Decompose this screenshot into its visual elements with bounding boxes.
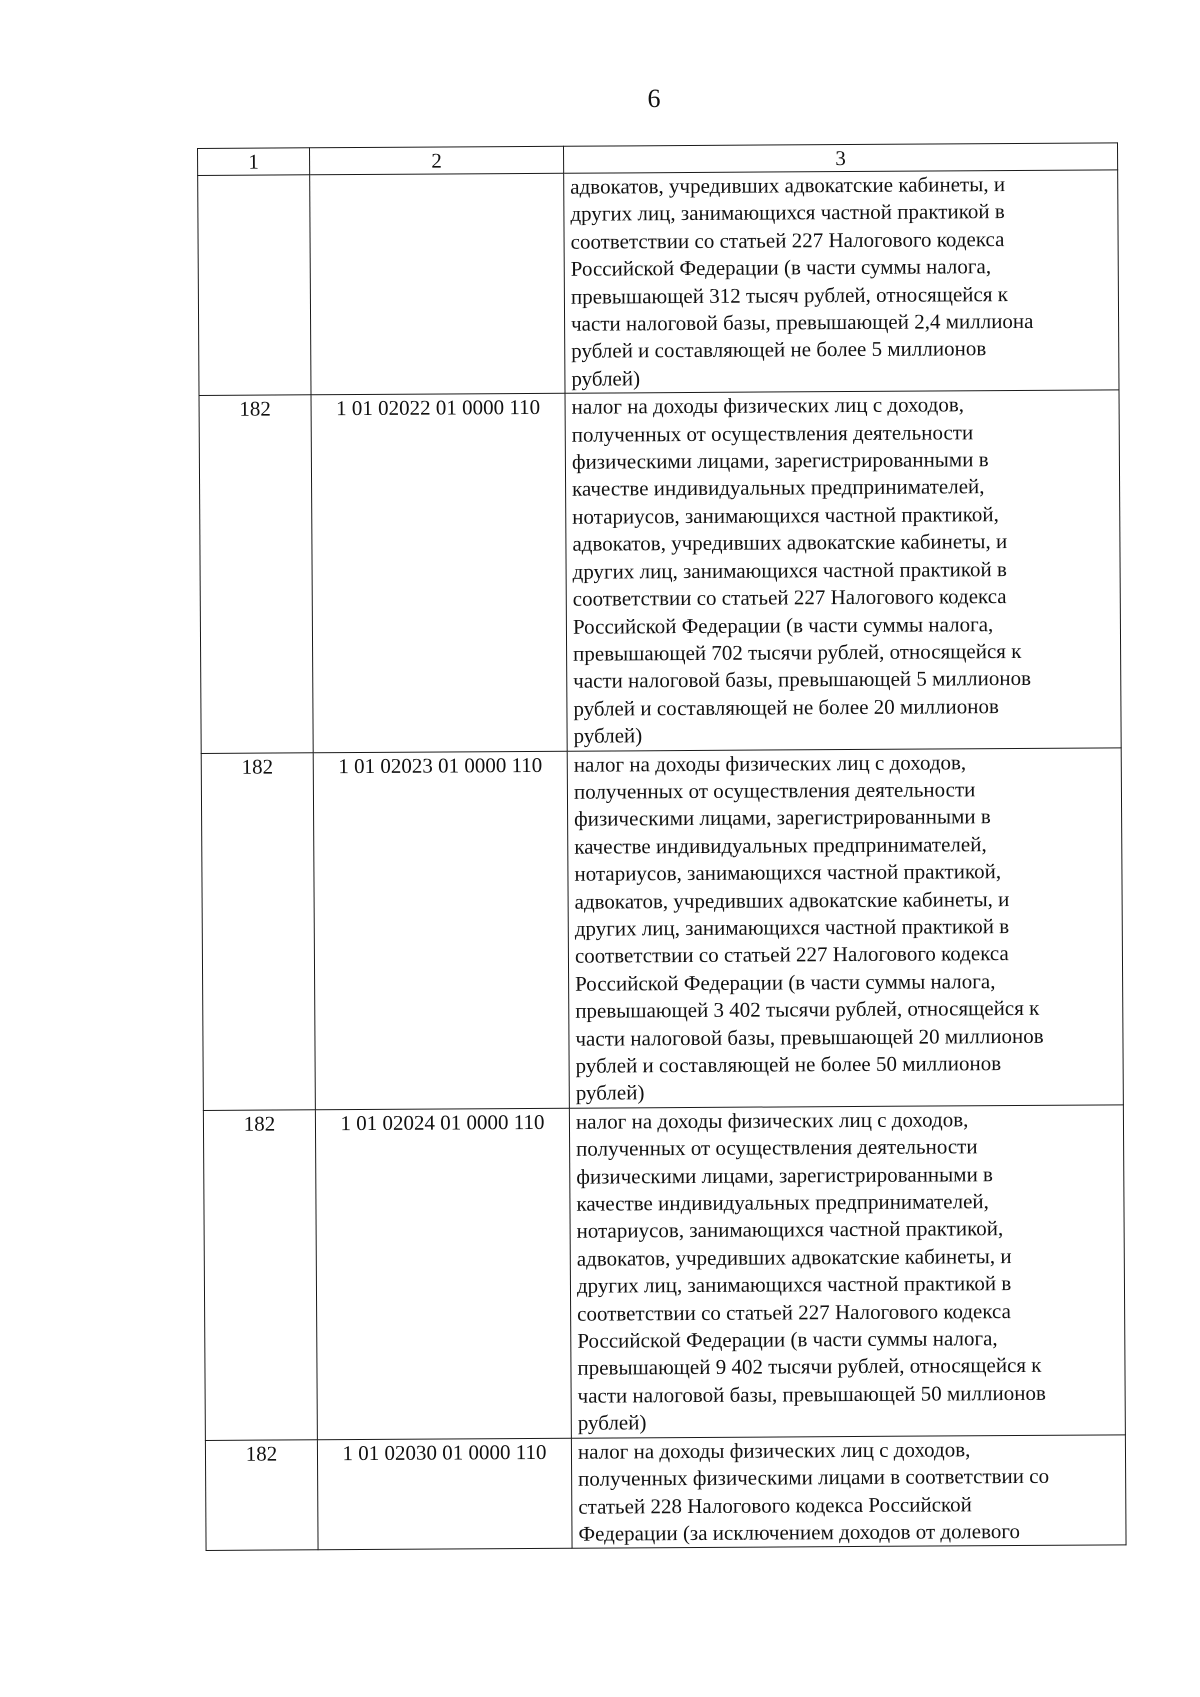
description-line: превышающей 9 402 тысячи рублей, относящейся к [577, 1353, 1042, 1381]
description-line: адвокатов, учредивших адвокатские кабинеты, и [570, 172, 1006, 199]
description-line: полученных от осуществления деятельности [571, 419, 974, 447]
description-line: других лиц, занимающихся частной практикой в [570, 199, 1005, 227]
table-row [201, 747, 1123, 1110]
description-line: соответствии со статьей 227 Налогового кодекса [570, 226, 1005, 254]
description-line: Российской Федерации (в части суммы налога, [570, 254, 992, 281]
table-row [199, 390, 1121, 753]
description-line: полученных физическими лицами в соответствии со [578, 1463, 1050, 1491]
description-line: адвокатов, учредивших адвокатские кабинеты, и [574, 886, 1010, 914]
description-line: качестве индивидуальных предпринимателей, [576, 1189, 989, 1216]
description-line: превышающей 3 402 тысячи рублей, относящейся к [575, 996, 1040, 1023]
page-number: 6 [647, 84, 661, 113]
description-line: адвокатов, учредивших адвокатские кабинеты, и [572, 529, 1008, 556]
description-line: соответствии со статьей 227 Налогового кодекса [572, 584, 1007, 611]
description-line: соответствии со статьей 227 Налогового кодекса [577, 1298, 1011, 1326]
description-cell [567, 747, 1123, 1108]
budget-code-cell: 1 01 02024 01 0000 110 [315, 1108, 571, 1439]
description-line: качестве индивидуальных предпринимателей, [574, 831, 987, 859]
description-line: части налоговой базы, превышающей 50 миллионов [577, 1380, 1046, 1408]
description-line: налог на доходы физических лиц с доходов, [577, 1436, 971, 1464]
description-cell [564, 170, 1119, 394]
budget-code-cell: 1 01 02030 01 0000 110 [317, 1438, 572, 1550]
description-line: полученных от осуществления деятельности [576, 1134, 978, 1161]
table-row [198, 170, 1119, 396]
description-line: налог на доходы физических лиц с доходов, [575, 1107, 969, 1134]
description-line: части налоговой базы, превышающей 5 миллионов [573, 666, 1032, 694]
admin-code-cell: 182 [203, 1110, 317, 1441]
admin-code-cell: 182 [205, 1439, 318, 1550]
table-row [205, 1435, 1126, 1551]
description-line: налог на доходы физических лиц с доходов, [573, 749, 967, 777]
description-line: рублей) [575, 1080, 645, 1106]
admin-code-cell: 182 [201, 752, 315, 1110]
budget-code-cell [310, 173, 565, 395]
description-line: Российской Федерации (в части суммы налога, [575, 968, 996, 996]
description-line: качестве индивидуальных предпринимателей, [572, 474, 985, 502]
budget-code-cell: 1 01 02022 01 0000 110 [311, 394, 567, 753]
admin-code-cell [198, 175, 311, 396]
description-line: физическими лицами, зарегистрированными в [574, 804, 991, 832]
description-line: превышающей 312 тысяч рублей, относящейся к [570, 281, 1009, 309]
description-line: рублей) [571, 366, 641, 391]
description-line: физическими лицами, зарегистрированными в [576, 1161, 994, 1189]
table-body [198, 170, 1126, 1551]
description-line: полученных от осуществления деятельности [573, 777, 976, 804]
description-line: части налоговой базы, превышающей 2,4 миллиона [571, 308, 1034, 336]
budget-code-cell: 1 01 02023 01 0000 110 [313, 751, 569, 1110]
description-line: других лиц, занимающихся частной практикой в [574, 914, 1010, 941]
description-line: Российской Федерации (в части суммы налога, [577, 1326, 998, 1353]
description-line: нотариусов, занимающихся частной практикой, [572, 501, 999, 529]
description-line: нотариусов, занимающихся частной практикой, [574, 859, 1002, 886]
budget-classification-table [197, 142, 1127, 1551]
description-line: адвокатов, учредивших адвокатские кабинеты, и [576, 1243, 1012, 1271]
description-line: рублей и составляющей не более 20 миллионов [573, 693, 999, 721]
column-header-3: 3 [563, 143, 1117, 173]
description-line: рублей) [577, 1410, 647, 1435]
description-line: физическими лицами, зарегистрированными в [571, 447, 989, 474]
description-line: части налоговой базы, превышающей 20 миллионов [575, 1023, 1044, 1051]
description-line: рублей и составляющей не более 5 миллионов [571, 336, 987, 364]
description-line: рублей) [573, 723, 643, 748]
column-header-1: 1 [198, 148, 310, 176]
description-line: других лиц, занимающихся частной практикой в [572, 556, 1007, 584]
description-line: нотариусов, занимающихся частной практикой, [576, 1216, 1004, 1244]
description-line: Российской Федерации (в части суммы налога, [572, 611, 994, 639]
description-line: Федерации (за исключением доходов от долевого [578, 1518, 1021, 1546]
description-line: других лиц, занимающихся частной практикой в [576, 1271, 1012, 1298]
description-line: статьей 228 Налогового кодекса Российской [578, 1491, 972, 1519]
description-line: рублей и составляющей не более 50 миллионов [575, 1051, 1002, 1078]
column-header-2: 2 [310, 146, 564, 175]
description-line: превышающей 702 тысячи рублей, относящейся к [573, 638, 1022, 666]
description-cell [569, 1105, 1125, 1438]
table-row [203, 1105, 1125, 1440]
description-cell [571, 1435, 1126, 1549]
description-line: налог на доходы физических лиц с доходов, [571, 392, 965, 419]
admin-code-cell: 182 [199, 395, 313, 753]
description-line: соответствии со статьей 227 Налогового кодекса [574, 941, 1009, 969]
description-cell [565, 390, 1121, 751]
